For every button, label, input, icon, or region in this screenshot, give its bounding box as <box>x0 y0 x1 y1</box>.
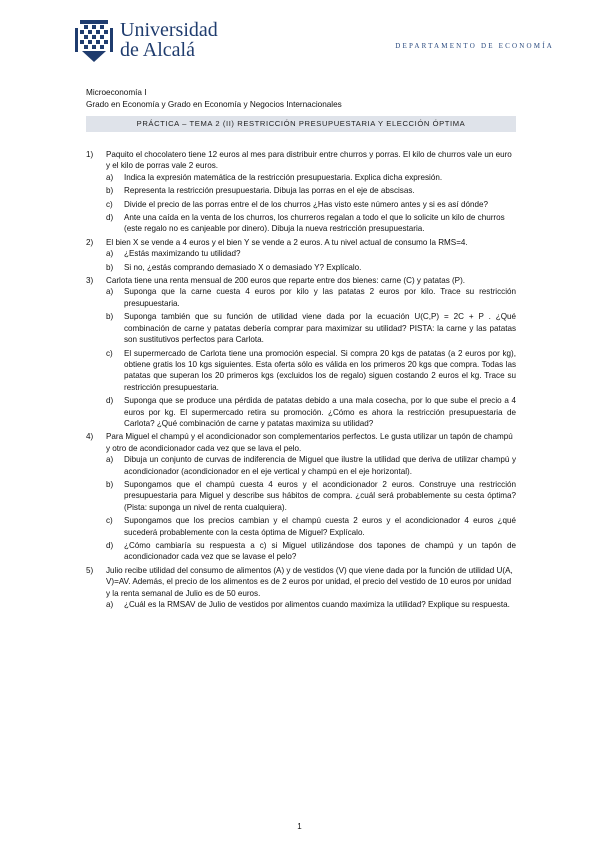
exercise-text: Carlota tiene una renta mensual de 200 euros que reparte entre dos bienes: carne (C) y patatas (P). <box>106 276 466 286</box>
subquestion-text: Supongamos que los precios cambian y el champú cuesta 2 euros y el acondicionador 4 euros ¿qué sucederá probablemente con la cesta óptima de Miguel? Explícalo. <box>124 516 516 537</box>
subquestion-letter: b) <box>106 186 114 196</box>
subquestion-letter: b) <box>106 262 114 272</box>
subquestion-letter: b) <box>106 312 114 322</box>
subquestion-text: Supongamos que el champú cuesta 4 euros y el acondicionador 2 euros. Construye una restricción presupuestaria para Miguel y describe sus hábitos de compra. ¿cuál será probablemente su cesta óptima? (Pista: suponga un nivel de renta cualquiera). <box>124 479 516 512</box>
subquestion-letter: c) <box>106 348 113 358</box>
subquestion-letter: c) <box>106 199 113 209</box>
subquestion-text: Indica la expresión matemática de la restricción presupuestaria. Explica dicha expresión. <box>124 172 443 182</box>
subquestion <box>106 515 516 538</box>
subquestion-text: Representa la restricción presupuestaria. Dibuja las porras en el eje de abscisas. <box>124 186 415 196</box>
university-name <box>120 20 218 60</box>
exercise-number: 2) <box>86 237 94 247</box>
subquestion-text: El supermercado de Carlota tiene una promoción especial. Si compra 20 kgs de patatas (a 2 euros por kg), obtiene gratis los 10 kgs siguientes. Esta oferta sólo es válida en los primeros 20 kgs que compra. Todas las patatas que superan los 20 primeros kgs (excluidos los de regalo) siguen costando 2 euros el kg. Trace su restricción presupuestaria. <box>124 348 516 392</box>
exercise-number: 1) <box>86 150 94 159</box>
subquestion-list <box>106 286 516 429</box>
subquestion-letter: d) <box>106 213 114 223</box>
exercise-number: 5) <box>86 565 94 575</box>
university-name-line1: Universidad <box>120 19 218 41</box>
exercise-text: El bien X se vende a 4 euros y el bien Y se vende a 2 euros. A tu nivel actual de consumo la RMS=4. <box>106 237 468 247</box>
exercise-text: Paquito el chocolatero tiene 12 euros al mes para distribuir entre churros y porras. El kilo de churros vale un euro y el kilo de porras vale 2 euros. <box>106 150 512 171</box>
course-degree: Grado en Economía y Grado en Economía y Negocios Internacionales <box>86 100 342 109</box>
subquestion <box>106 540 516 563</box>
exercise-number: 3) <box>86 276 94 286</box>
exercise-item <box>86 431 516 562</box>
exercise-number: 4) <box>86 432 94 442</box>
subquestion <box>106 479 516 513</box>
exercise-item <box>86 565 516 611</box>
subquestion-text: Suponga que la carne cuesta 4 euros por kilo y las patatas 2 euros por kilo. Trace su restricción presupuestaria. <box>124 287 516 308</box>
exercise-text: Julio recibe utilidad del consumo de alimentos (A) y de vestidos (V) que viene dada por la función de utilidad U(A, V)=AV. Además, el precio de los alimentos es de 2 euros por unidad, el precio del vestido de 10 euros por unidad y la renta semanal de Julio es de 50 euros. <box>106 565 513 598</box>
subquestion-list <box>106 454 516 563</box>
subquestion-text: ¿Cómo cambiaría su respuesta a c) si Miguel utilizándose dos tapones de champú y un tapón de acondicionador cada vez que se lavase el pelo? <box>124 541 516 562</box>
subquestion <box>106 311 516 345</box>
header <box>74 18 554 68</box>
page-number: 1 <box>297 822 302 831</box>
exercise-text: Para Miguel el champú y el acondicionador son complementarios perfectos. Le gusta utilizar un tapón de champú y otro de acondicionador cada vez que se lava el pelo. <box>106 432 513 453</box>
subquestion <box>106 454 516 477</box>
subquestion-letter: d) <box>106 541 114 550</box>
subquestion-letter: a) <box>106 249 114 259</box>
exercise-item <box>86 149 516 235</box>
subquestion <box>106 395 516 429</box>
subquestion <box>106 286 516 309</box>
subquestion <box>106 212 516 235</box>
subquestion-list <box>106 599 516 610</box>
exercise-item <box>86 237 516 273</box>
subquestion-text: Suponga que se produce una pérdida de patatas debido a una mala cosecha, por lo que sube el precio a 4 euros por kg. El supermercado retira su promoción. ¿Cómo es ahora la restricción presupuestaria de Carlota? ¿Qué combinación de carne y patatas maximiza su utilidad? <box>124 396 516 428</box>
subquestion <box>106 248 516 259</box>
subquestion-text: Suponga también que su función de utilidad viene dada por la ecuación U(C,P) = 2C + P . ¿Qué combinación de carne y patatas debería comprar para maximizar su utilidad? PISTA: la carne y las patatas son sustitutivos perfectos para Carlota. <box>124 312 516 345</box>
subquestion-text: Dibuja un conjunto de curvas de indiferencia de Miguel que ilustre la utilidad que deriva de utilizar champú y acondicionador (acondicionador en el eje vertical y champú en el eje horizontal). <box>124 455 516 476</box>
subquestion <box>106 348 516 394</box>
subquestion <box>106 199 516 210</box>
subquestion-list <box>106 248 516 273</box>
subquestion-letter: d) <box>106 396 114 406</box>
exercise-list <box>86 149 516 612</box>
subquestion-text: Ante una caída en la venta de los churros, los churreros regalan a todo el que lo solicite un kilo de churros (este regalo no es canjeable por dinero). Dibuja la nueva restricción presupuestaria. <box>124 213 505 234</box>
university-name-line2: de Alcalá <box>120 39 195 61</box>
subquestion-list <box>106 172 516 235</box>
subquestion-letter: b) <box>106 479 114 489</box>
subquestion-text: ¿Cuál es la RMSAV de Julio de vestidos por alimentos cuando maximiza la utilidad? Explique su respuesta. <box>124 600 510 610</box>
subquestion-letter: a) <box>106 600 114 610</box>
course-subject: Microeconomía I <box>86 88 147 97</box>
subquestion-letter: c) <box>106 516 113 526</box>
subquestion-letter: a) <box>106 172 114 182</box>
subquestion-text: Si no, ¿estás comprando demasiado X o demasiado Y? Explícalo. <box>124 262 362 272</box>
subquestion <box>106 185 516 196</box>
subquestion <box>106 262 516 273</box>
exercise-item <box>86 275 516 429</box>
subquestion <box>106 599 516 610</box>
practice-title-banner: PRÁCTICA – TEMA 2 (II) RESTRICCIÓN PRESUPUESTARIA Y ELECCIÓN ÓPTIMA <box>86 116 516 132</box>
subquestion-text: Divide el precio de las porras entre el de los churros ¿Has visto este número antes y si es así dónde? <box>124 199 488 209</box>
course-info <box>86 87 342 111</box>
subquestion-text: ¿Estás maximizando tu utilidad? <box>124 249 241 259</box>
department-name: DEPARTAMENTO DE ECONOMÍA <box>395 42 554 50</box>
subquestion-letter: a) <box>106 455 114 465</box>
subquestion <box>106 172 516 183</box>
subquestion-letter: a) <box>106 287 114 297</box>
university-crest-logo <box>74 18 114 64</box>
